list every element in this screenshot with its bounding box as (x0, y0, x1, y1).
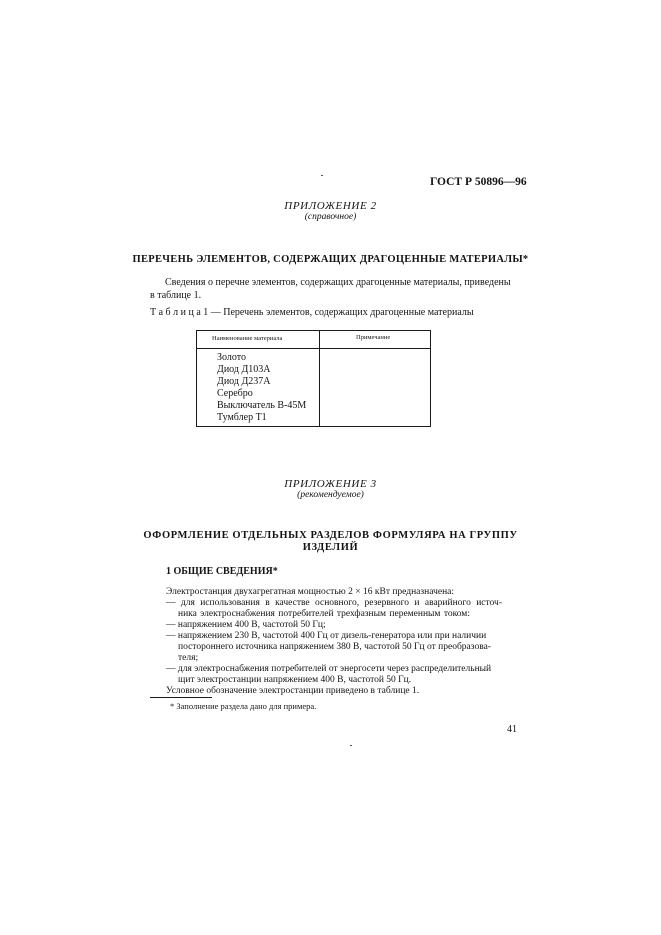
body-line: щит электростанции напряжением 400 В, частотой 50 Гц. (178, 675, 412, 685)
footnote: * Заполнение раздела дано для примера. (170, 701, 317, 711)
appendix-3-section-title-cont: ИЗДЕЛИЙ (302, 542, 359, 553)
appendix-2-section-title: ПЕРЕЧЕНЬ ЭЛЕМЕНТОВ, СОДЕРЖАЩИХ ДРАГОЦЕННЫЕ МАТЕРИАЛЫ* (132, 254, 529, 265)
intro-line-2: в таблице 1. (150, 290, 202, 301)
table-column-divider (319, 330, 320, 427)
appendix-3-subtitle: (рекомендуемое) (297, 490, 364, 500)
body-line: ника электроснабжения потребителей трехфазным переменным током: (178, 609, 470, 619)
appendix-2-title: ПРИЛОЖЕНИЕ 2 (284, 200, 377, 212)
scan-speck (350, 745, 352, 746)
body-line: — для электроснабжения потребителей от энергосети через распределительный (166, 664, 492, 674)
subsection-heading: 1 ОБЩИЕ СВЕДЕНИЯ* (166, 566, 278, 577)
body-line: — напряжением 400 В, частотой 50 Гц; (166, 620, 326, 630)
table-row-item: Диод Д237А (217, 376, 271, 387)
body-line: Условное обозначение электростанции приведено в таблице 1. (166, 686, 420, 696)
table-row-item: Золото (217, 352, 246, 363)
table-row-item: Диод Д103А (217, 364, 271, 375)
scan-speck (321, 175, 323, 176)
table-row-item: Тумблер Т1 (217, 412, 267, 423)
body-line: — для использования в качестве основного, резервного и аварийного источ- (166, 598, 502, 608)
body-line: — напряжением 230 В, частотой 400 Гц от дизель-генератора или при наличии (166, 631, 487, 641)
body-line: Электростанция двухагрегатная мощностью 2 × 16 кВт предназначена: (166, 587, 455, 597)
page-number: 41 (507, 724, 517, 735)
table-header-divider (196, 348, 431, 349)
footnote-rule (150, 697, 212, 698)
table-row-item: Выключатель В-45М (217, 400, 307, 411)
table-header-note: Примечание (356, 334, 391, 341)
intro-line-1: Сведения о перечне элементов, содержащих драгоценные материалы, приведены (165, 277, 511, 288)
table-row-item: Серебро (217, 388, 253, 399)
body-line: теля; (178, 653, 199, 663)
table-caption: Т а б л и ц а 1 — Перечень элементов, содержащих драгоценные материалы (150, 307, 474, 318)
appendix-3-section-title: ОФОРМЛЕНИЕ ОТДЕЛЬНЫХ РАЗДЕЛОВ ФОРМУЛЯРА НА ГРУППУ (143, 530, 518, 541)
body-line: постороннего источника напряжением 380 В, частотой 50 Гц от преобразова- (178, 642, 491, 652)
appendix-2-subtitle: (справочное) (304, 212, 357, 222)
table-header-material: Наименование материала (212, 335, 283, 342)
document-code: ГОСТ Р 50896—96 (430, 176, 527, 188)
appendix-3-title: ПРИЛОЖЕНИЕ 3 (284, 478, 377, 490)
